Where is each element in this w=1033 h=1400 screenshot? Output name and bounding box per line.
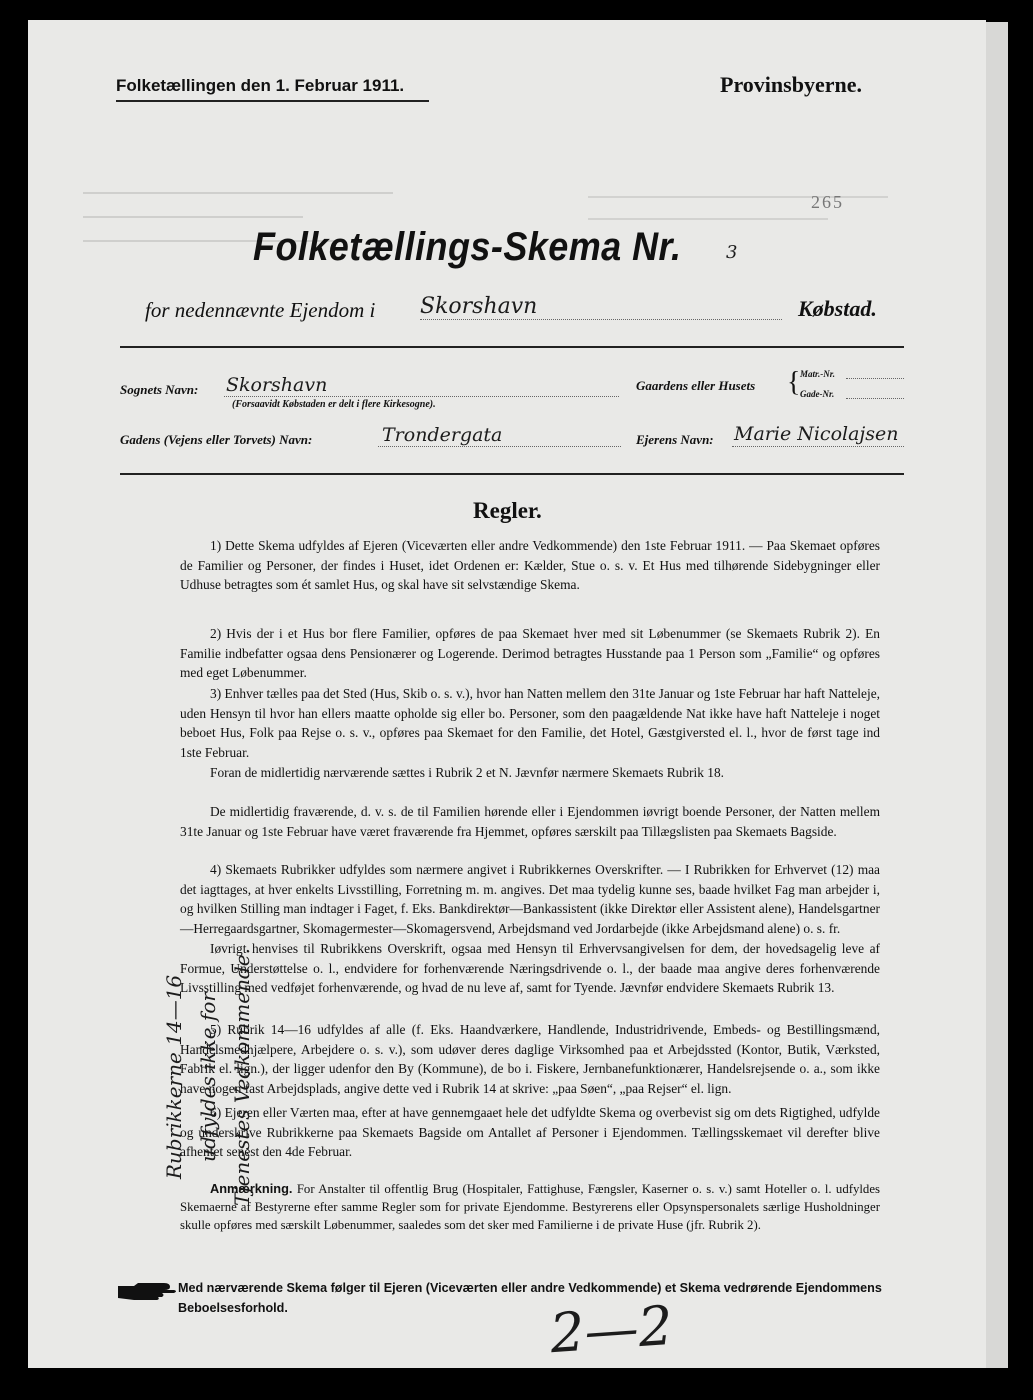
stamp-number: 265 <box>811 192 844 212</box>
census-title: Folketællingen den 1. Februar 1911. <box>116 76 405 95</box>
rule-1: 1) Dette Skema udfyldes af Ejeren (Viceværten eller andre Vedkommende) den 1ste Februar 1911. — Paa Skemaet opføres de Familier og Personer, der findes i Huset, idet Ordenen er: Kælder, Stue o. s. v. Et Hus med tilhørende Sidebygninger eller Udhuse betragtes som ét samlet Hus, og skal have sit selvstændige Skema. <box>180 538 880 593</box>
annotation-text: For Anstalter til offentlig Brug (Hospitaler, Fattighuse, Fængsler, Kaserner o. s. v.) samt Hoteller o. l. udfyldes Skemaerne af Bestyrerne efter samme Regler som for private Ejendomme. Bestyrerens eller Opsynspersonalets særlige Husholdninger skulle opføres med særskilt Løbenummer, saaledes som det sker med Familierne i de private Huse (jfr. Rubrik 2). <box>180 1182 880 1232</box>
pointing-hand-icon <box>116 1280 178 1307</box>
matr-nr-line <box>846 378 904 379</box>
margin-note-line-1: Rubrikkerne 14—16 <box>162 974 186 1180</box>
gade-nr-line <box>846 398 904 399</box>
region-label: Provinsbyerne. <box>720 72 862 97</box>
margin-note-line-2: udfyldes ikke for <box>196 992 220 1162</box>
parish-line <box>224 396 619 397</box>
for-property-label: for nedennævnte Ejendom i <box>145 298 376 322</box>
owner-label: Ejerens Navn: <box>636 432 714 447</box>
fields-rule <box>120 473 904 475</box>
rule-4-continued: Iøvrigt henvises til Rubrikkens Overskrift, ogsaa med Hensyn til Erhvervsangivelsen for dem, der hovedsagelig leve af Formue, Understøttelse o. l., endvidere for forhenværende Næringsdrivende o. l., der baade maa angive deres forhenværende Livsstilling med vedføjet forhenværende, og hvad de nu leve af, samt for Tyende. Jævnfør endvidere Skemaets Rubrik 13. <box>180 941 880 996</box>
rule-3-midlertidig-naervaerende: Foran de midlertidig nærværende sættes i Rubrik 2 et N. Jævnfør nærmere Skemaets Rubrik 18. <box>210 765 724 780</box>
brace-glyph: { <box>787 367 801 398</box>
page-edge <box>986 22 1008 1368</box>
matr-nr-label: Matr.-Nr. <box>800 369 836 379</box>
town-line <box>420 319 782 320</box>
title-underline <box>116 100 429 102</box>
kobstad-label: Købstad. <box>798 296 877 321</box>
bleed-through-mark <box>83 192 393 194</box>
street-line <box>378 446 621 447</box>
rule-3-midlertidig-fravaerende: De midlertidig fraværende, d. v. s. de til Familien hørende eller i Ejendommen iøvrigt boende Personer, der Natten mellem 31te Januar og 1ste Februar have været fraværende fra Hjemmet, opføres særskilt paa Tillægslisten paa Skemaets Bagside. <box>180 804 880 839</box>
town-handwritten: Skorshavn <box>420 294 538 319</box>
rules-heading: Regler. <box>473 498 542 523</box>
rule-4: 4) Skemaets Rubrikker udfyldes som nærmere angivet i Rubrikkernes Overskrifter. — I Rubrikken for Erhvervet (12) maa det iagttages, at hver enkelts Livsstilling, Forretning m. m. angives. Det maa tydelig kunne ses, baade hvilket Fag man arbejder i, og hvilken Stilling man indtager i Faget, f. Eks. Bankdirektør—Bankassistent (ikke Direktør eller Assistent alene), Handelsgartner—Herregaardsgartner, Skomagermester—Skomagersvend, Arbejdsmand ved Jordarbejde (ikke Arbejdsmand alene) o. s. fr. <box>180 862 880 936</box>
header-rule <box>120 346 904 348</box>
rule-3: 3) Enhver tælles paa det Sted (Hus, Skib o. s. v.), hvor han Natten mellem den 31te Januar og 1ste Februar har haft Natteleje, uden Hensyn til hvor han ellers maatte opholde sig eller bo. Personer, som den paagældende Nat ikke have haft Natteleje i noget beboet Hus, Folk paa Rejse o. s. v., opføres paa Skemaet for den Familie, det Hotel, Gæstgiversted el. l., hvor de først tage ind 1ste Februar. <box>180 686 880 760</box>
gade-nr-label: Gade-Nr. <box>800 389 835 399</box>
parish-value: Skorshavn <box>226 374 328 396</box>
owner-value: Marie Nicolajsen <box>734 423 899 445</box>
owner-line <box>732 446 904 447</box>
census-form-sheet <box>28 20 986 1368</box>
parish-label: Sognets Navn: <box>120 382 199 397</box>
annotation-label: Anmærkning. <box>210 1181 293 1196</box>
annotation-paragraph <box>180 1180 880 1234</box>
form-number-handwritten: 3 <box>726 242 738 263</box>
margin-note-line-3: Tjenestes Vedkommende. <box>230 948 254 1206</box>
rule-2: 2) Hvis der i et Hus bor flere Familier, opføres de paa Skemaet hver med sit Løbenummer (se Skemaets Rubrik 2). En Familie indbefatter ogsaa dens Pensionærer og Logerende. Derimod betragtes Husstande paa 1 Person som „Familie“ og opføres med eget Løbenummer. <box>180 626 880 681</box>
parish-note: (Forsaavidt Købstaden er delt i flere Kirkesogne). <box>232 399 436 410</box>
rule-5: 5) Rubrik 14—16 udfyldes af alle (f. Eks. Haandværkere, Handlende, Industridrivende, Embeds- og Bestillingsmænd, Handelsmedhjælpere, Arbejdere o. s. v.), som udøver deres daglige Virksomhed paa et Arbejdssted (Kontor, Butik, Værksted, Fabrik el. lign.), der ligger udenfor den By (Kommune), de bo i. Fiskere, Jernbanefunktionærer, Handelsrejsende o. a., som ikke have nogen fast Arbejdsplads, angive dette ved i Rubrik 14 at skrive: „paa Søen“, „paa Rejser“ el. lign. <box>180 1022 880 1096</box>
property-label: Gaardens eller Husets <box>636 378 756 393</box>
rule-6: 6) Ejeren eller Værten maa, efter at have gennemgaaet hele det udfyldte Skema og overbevist sig om dets Rigtighed, udfylde og underskrive Rubrikkerne paa Skemaets Bagside om Antallet af Personer i Ejendommen. Tællingsskemaet vil derefter blive afhentet senest den 4de Februar. <box>180 1105 880 1160</box>
footer-notice: Med nærværende Skema følger til Ejeren (Viceværten eller andre Vedkommende) et Skema vedrørende Ejendommens Beboelsesforhold. <box>178 1281 882 1315</box>
handwritten-mark: 2—2 <box>547 1293 675 1366</box>
bleed-through-mark <box>83 216 303 218</box>
form-title: Folketællings-Skema Nr. <box>253 225 682 269</box>
bleed-through-mark <box>588 218 828 220</box>
street-label: Gadens (Vejens eller Torvets) Navn: <box>120 432 313 447</box>
street-value: Trondergata <box>382 424 503 446</box>
